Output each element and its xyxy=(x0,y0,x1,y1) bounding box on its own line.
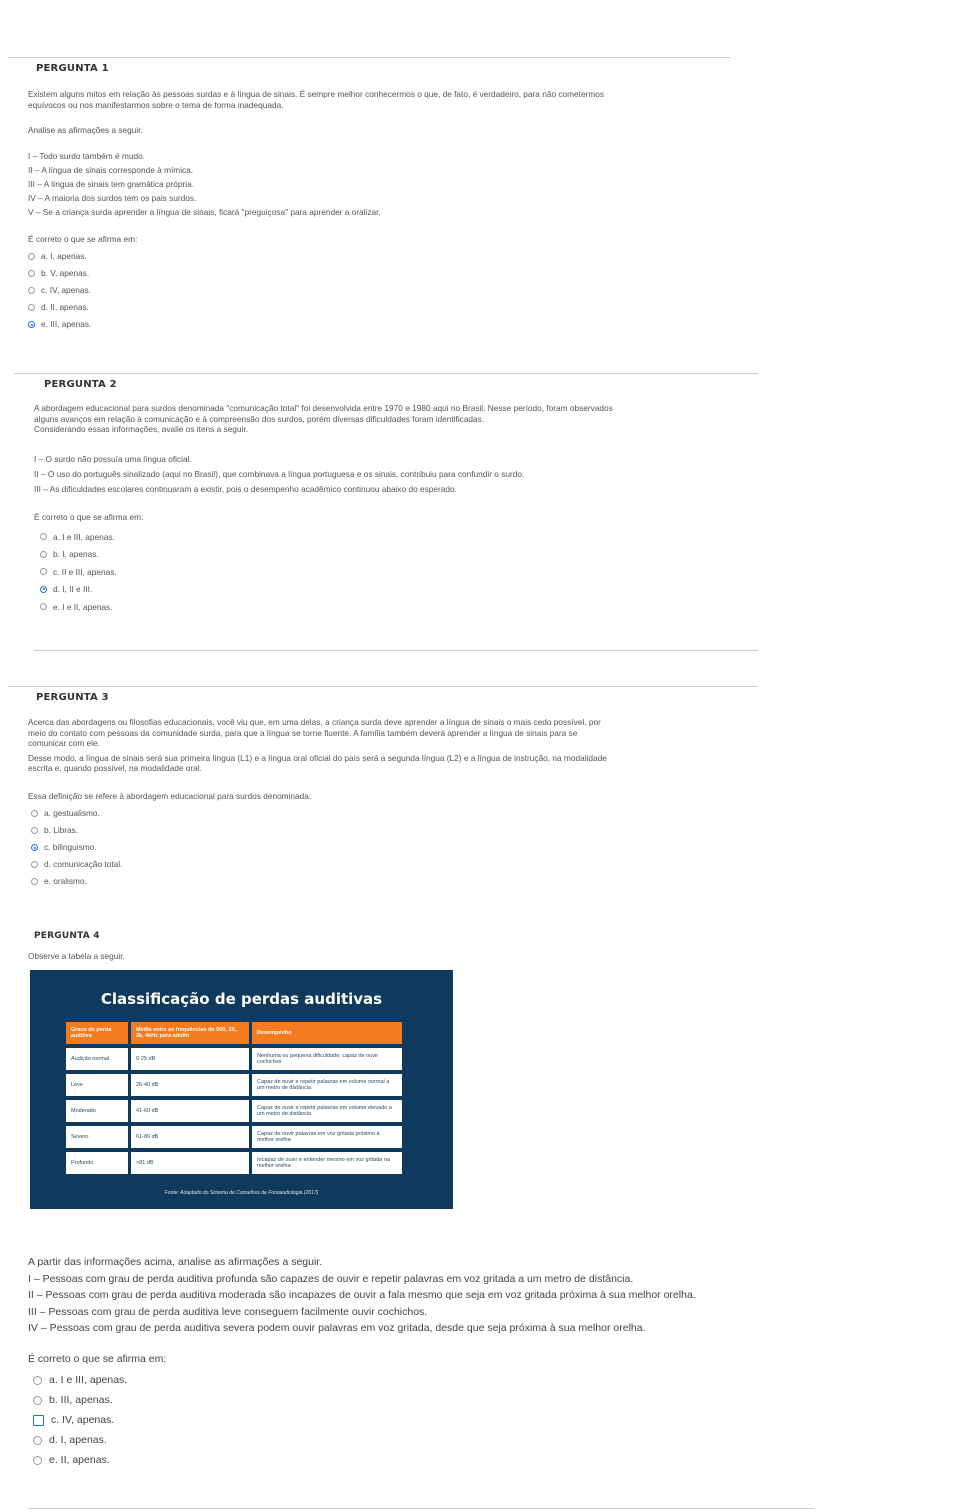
question-text: alguns avanços em relação à comunicação e à compreensão dos surdos, porém diversas dificuldades foram identificadas. xyxy=(34,413,485,424)
statement-item: III – As dificuldades escolares continuaram a existir, pois o desempenho acadêmico continuou abaixo do esperado. xyxy=(34,483,457,494)
option-label: c. bilinguismo. xyxy=(44,842,97,853)
radio-button[interactable] xyxy=(28,304,35,311)
answer-option[interactable] xyxy=(40,563,754,581)
question-text: meio do contato com pessoas da comunidade surda, para que a língua se torne fluente. A família também deverá aprender a língua de sinais para se xyxy=(28,727,578,738)
table-row xyxy=(66,1100,419,1122)
instruction-text: Analise as afirmações a seguir. xyxy=(28,125,143,135)
divider xyxy=(28,1508,814,1509)
question-text: Existem alguns mitos em relação às pessoas surdas e à língua de sinais. É sempre melhor conhecermos o que, de fato, é verdadeiro, para não cometermos xyxy=(28,89,605,99)
radio-button[interactable] xyxy=(31,810,38,817)
table-header: Desempenho xyxy=(252,1022,402,1044)
question-4-body xyxy=(28,1254,788,1470)
radio-button[interactable] xyxy=(28,270,35,277)
table-title: Classificação de perdas auditivas xyxy=(100,990,383,1008)
answer-option[interactable] xyxy=(33,1390,788,1410)
radio-button[interactable] xyxy=(40,551,47,558)
question-1 xyxy=(28,63,748,333)
question-text: comunicar com ele. xyxy=(28,738,100,748)
radio-button-selected[interactable] xyxy=(40,586,47,593)
divider xyxy=(34,650,758,651)
radio-button[interactable] xyxy=(28,287,35,294)
question-title: PERGUNTA 3 xyxy=(36,692,109,703)
answer-option[interactable] xyxy=(28,282,748,299)
radio-button-selected[interactable] xyxy=(28,321,35,328)
answer-option[interactable] xyxy=(40,598,754,616)
option-label: a. I e III, apenas. xyxy=(49,1373,128,1386)
answer-option[interactable] xyxy=(31,805,748,822)
table-cell: Nenhuma ou pequena dificuldade; capaz de ouvir cochichos xyxy=(252,1048,402,1070)
option-label: a. gestualismo. xyxy=(44,808,100,819)
radio-button[interactable] xyxy=(31,878,38,885)
radio-button[interactable] xyxy=(40,568,47,575)
option-label: b. III, apenas. xyxy=(49,1393,113,1406)
radio-button[interactable] xyxy=(31,827,38,834)
option-label: e. I e II, apenas. xyxy=(53,601,113,612)
table-cell: 0-25 dB xyxy=(131,1048,249,1070)
question-text: A abordagem educacional para surdos denominada "comunicação total" foi desenvolvida entre 1970 e 1980 aqui no Brasil. Nesse período, foram observados xyxy=(34,403,613,413)
answer-option-selected[interactable] xyxy=(28,316,748,333)
option-label: a. I, apenas. xyxy=(41,251,87,262)
answer-option[interactable] xyxy=(28,299,748,316)
statement-item: II – A língua de sinais corresponde à mímica. xyxy=(28,164,194,175)
statement-item: III – A língua de sinais tem gramática própria. xyxy=(28,178,195,189)
table-row xyxy=(66,1048,419,1070)
table-cell: Capaz de ouvir e repetir palavras em volume normal a um metro de distância xyxy=(252,1074,402,1096)
option-label: e. II, apenas. xyxy=(49,1453,110,1466)
option-label: d. I, apenas. xyxy=(49,1433,107,1446)
table-cell: 61-80 dB xyxy=(131,1126,249,1148)
divider xyxy=(14,373,758,374)
question-2 xyxy=(34,379,754,616)
table-cell: Incapaz de ouvir e entender mesmo em voz gritada na melhor orelha xyxy=(252,1152,402,1174)
table-cell: Capaz de ouvir palavras em voz gritada próximo à melhor orelha xyxy=(252,1126,402,1148)
table-row xyxy=(66,1126,419,1148)
table-cell: Severo xyxy=(66,1126,128,1148)
answer-prompt: É correto o que se afirma em: xyxy=(28,1352,167,1365)
divider xyxy=(8,686,758,687)
answer-option-selected[interactable] xyxy=(33,1410,788,1430)
table-header: Média entre as frequências de 500, 1K, 2k, 4kHz para adulto xyxy=(131,1022,249,1044)
radio-button[interactable] xyxy=(33,1456,42,1465)
answer-option[interactable] xyxy=(28,248,748,265)
divider xyxy=(8,57,730,58)
answer-prompt: É correto o que se afirma em: xyxy=(34,511,144,522)
option-label: b. V, apenas. xyxy=(41,268,90,279)
option-label: d. I, II e III. xyxy=(53,584,93,594)
answer-option[interactable] xyxy=(33,1370,788,1390)
answer-option[interactable] xyxy=(31,856,748,873)
hearing-loss-table-image xyxy=(30,970,453,1209)
answer-option[interactable] xyxy=(31,873,748,890)
radio-button[interactable] xyxy=(40,603,47,610)
statement-item: I – Pessoas com grau de perda auditiva profunda são capazes de ouvir e repetir palavras em voz gritada a um metro de distância. xyxy=(28,1272,634,1285)
statement-item: V – Se a criança surda aprender a língua de sinais, ficará "preguiçosa" para aprender a oralizar. xyxy=(28,206,381,217)
radio-button[interactable] xyxy=(33,1376,42,1385)
question-title: PERGUNTA 1 xyxy=(36,63,109,74)
statement-item: II – Pessoas com grau de perda auditiva moderada são incapazes de ouvir a fala mesmo que seja em voz gritada próxima à sua melhor orelha. xyxy=(28,1289,696,1301)
radio-button[interactable] xyxy=(40,533,47,540)
option-label: e. III, apenas. xyxy=(41,319,92,330)
table-cell: >81 dB xyxy=(131,1152,249,1174)
option-label: c. II e III, apenas. xyxy=(53,566,117,577)
radio-button[interactable] xyxy=(28,253,35,260)
option-label: d. comunicação total. xyxy=(44,859,123,870)
radio-button[interactable] xyxy=(33,1436,42,1445)
statement-item: IV – Pessoas com grau de perda auditiva severa podem ouvir palavras em voz gritada, desde que seja próxima à sua melhor orelha. xyxy=(28,1322,646,1334)
answer-option-selected[interactable] xyxy=(40,581,754,599)
table-row xyxy=(66,1152,419,1174)
answer-prompt: Essa definição se refere à abordagem educacional para surdos denominada: xyxy=(28,790,312,801)
answer-option[interactable] xyxy=(31,822,748,839)
option-label: a. I e III, apenas. xyxy=(53,531,115,542)
table-cell: Moderado xyxy=(66,1100,128,1122)
table-header: Graus de perda auditiva xyxy=(66,1022,128,1044)
question-text: Desse modo, a língua de sinais será sua primeira língua (L1) e a língua oral oficial do país será a segunda língua (L2) e a língua de instrução, na modalidade xyxy=(28,752,607,763)
table-cell: Capaz de ouvir e repetir palavras em volume elevado a um metro de distância xyxy=(252,1100,402,1122)
radio-button[interactable] xyxy=(31,861,38,868)
statement-item: II – O uso do português sinalizado (aqui no Brasil), que combinava a língua portuguesa e os sinais, contribuiu para confundir o surdo. xyxy=(34,468,525,479)
table-row xyxy=(66,1074,419,1096)
instruction-text: A partir das informações acima, analise as afirmações a seguir. xyxy=(28,1256,323,1268)
option-label: e. oralismo. xyxy=(44,876,87,887)
question-text: Considerando essas informações, avalie os itens a seguir. xyxy=(34,424,248,434)
statement-item: I – O surdo não possuía uma língua oficial. xyxy=(34,453,192,464)
question-3 xyxy=(28,692,748,890)
radio-button-selected[interactable] xyxy=(33,1415,44,1426)
answer-option-selected[interactable] xyxy=(31,839,748,856)
table-cell: 41-60 dB xyxy=(131,1100,249,1122)
table-header-row xyxy=(66,1022,419,1044)
table-source: Fonte: Adaptado do Sistema de Conselhos de Fonoaudiologia (2017) xyxy=(164,1190,319,1196)
answer-option[interactable] xyxy=(28,265,748,282)
question-text: escrita e, quando possível, na modalidade oral. xyxy=(28,763,202,773)
answer-prompt: É correto o que se afirma em: xyxy=(28,233,138,244)
option-label: c. IV, apenas. xyxy=(41,285,91,296)
option-label: d. II, apenas. xyxy=(41,302,89,313)
table-cell: 26-40 dB xyxy=(131,1074,249,1096)
table-cell: Audição normal xyxy=(66,1048,128,1070)
answer-option[interactable] xyxy=(33,1430,788,1450)
question-text: equívocos ou nos manifestarmos sobre o tema de forma inadequada. xyxy=(28,99,284,110)
classification-table xyxy=(66,1022,419,1178)
option-label: b. I, apenas. xyxy=(53,549,99,559)
option-label: c. IV, apenas. xyxy=(51,1413,115,1426)
question-text: Acerca das abordagens ou filosofias educacionais, você viu que, em uma delas, a criança surda deve aprender a língua de sinais o mais cedo possível, por xyxy=(28,717,601,727)
answer-option[interactable] xyxy=(33,1450,788,1470)
option-label: b. Libras. xyxy=(44,825,79,836)
question-4 xyxy=(28,931,788,962)
answer-option[interactable] xyxy=(40,546,754,564)
table-cell: Profundo xyxy=(66,1152,128,1174)
question-title: PERGUNTA 2 xyxy=(44,379,117,390)
statement-item: III – Pessoas com grau de perda auditiva leve conseguem facilmente ouvir cochichos. xyxy=(28,1305,428,1318)
statement-item: I – Todo surdo também é mudo. xyxy=(28,150,145,161)
question-title: PERGUNTA 4 xyxy=(34,931,100,941)
statement-item: IV – A maioria dos surdos tem os pais surdos. xyxy=(28,192,197,203)
instruction-text: Observe a tabela a seguir. xyxy=(28,951,125,961)
radio-button[interactable] xyxy=(33,1396,42,1405)
table-cell: Leve xyxy=(66,1074,128,1096)
answer-option[interactable] xyxy=(40,528,754,546)
radio-button-selected[interactable] xyxy=(31,844,38,851)
